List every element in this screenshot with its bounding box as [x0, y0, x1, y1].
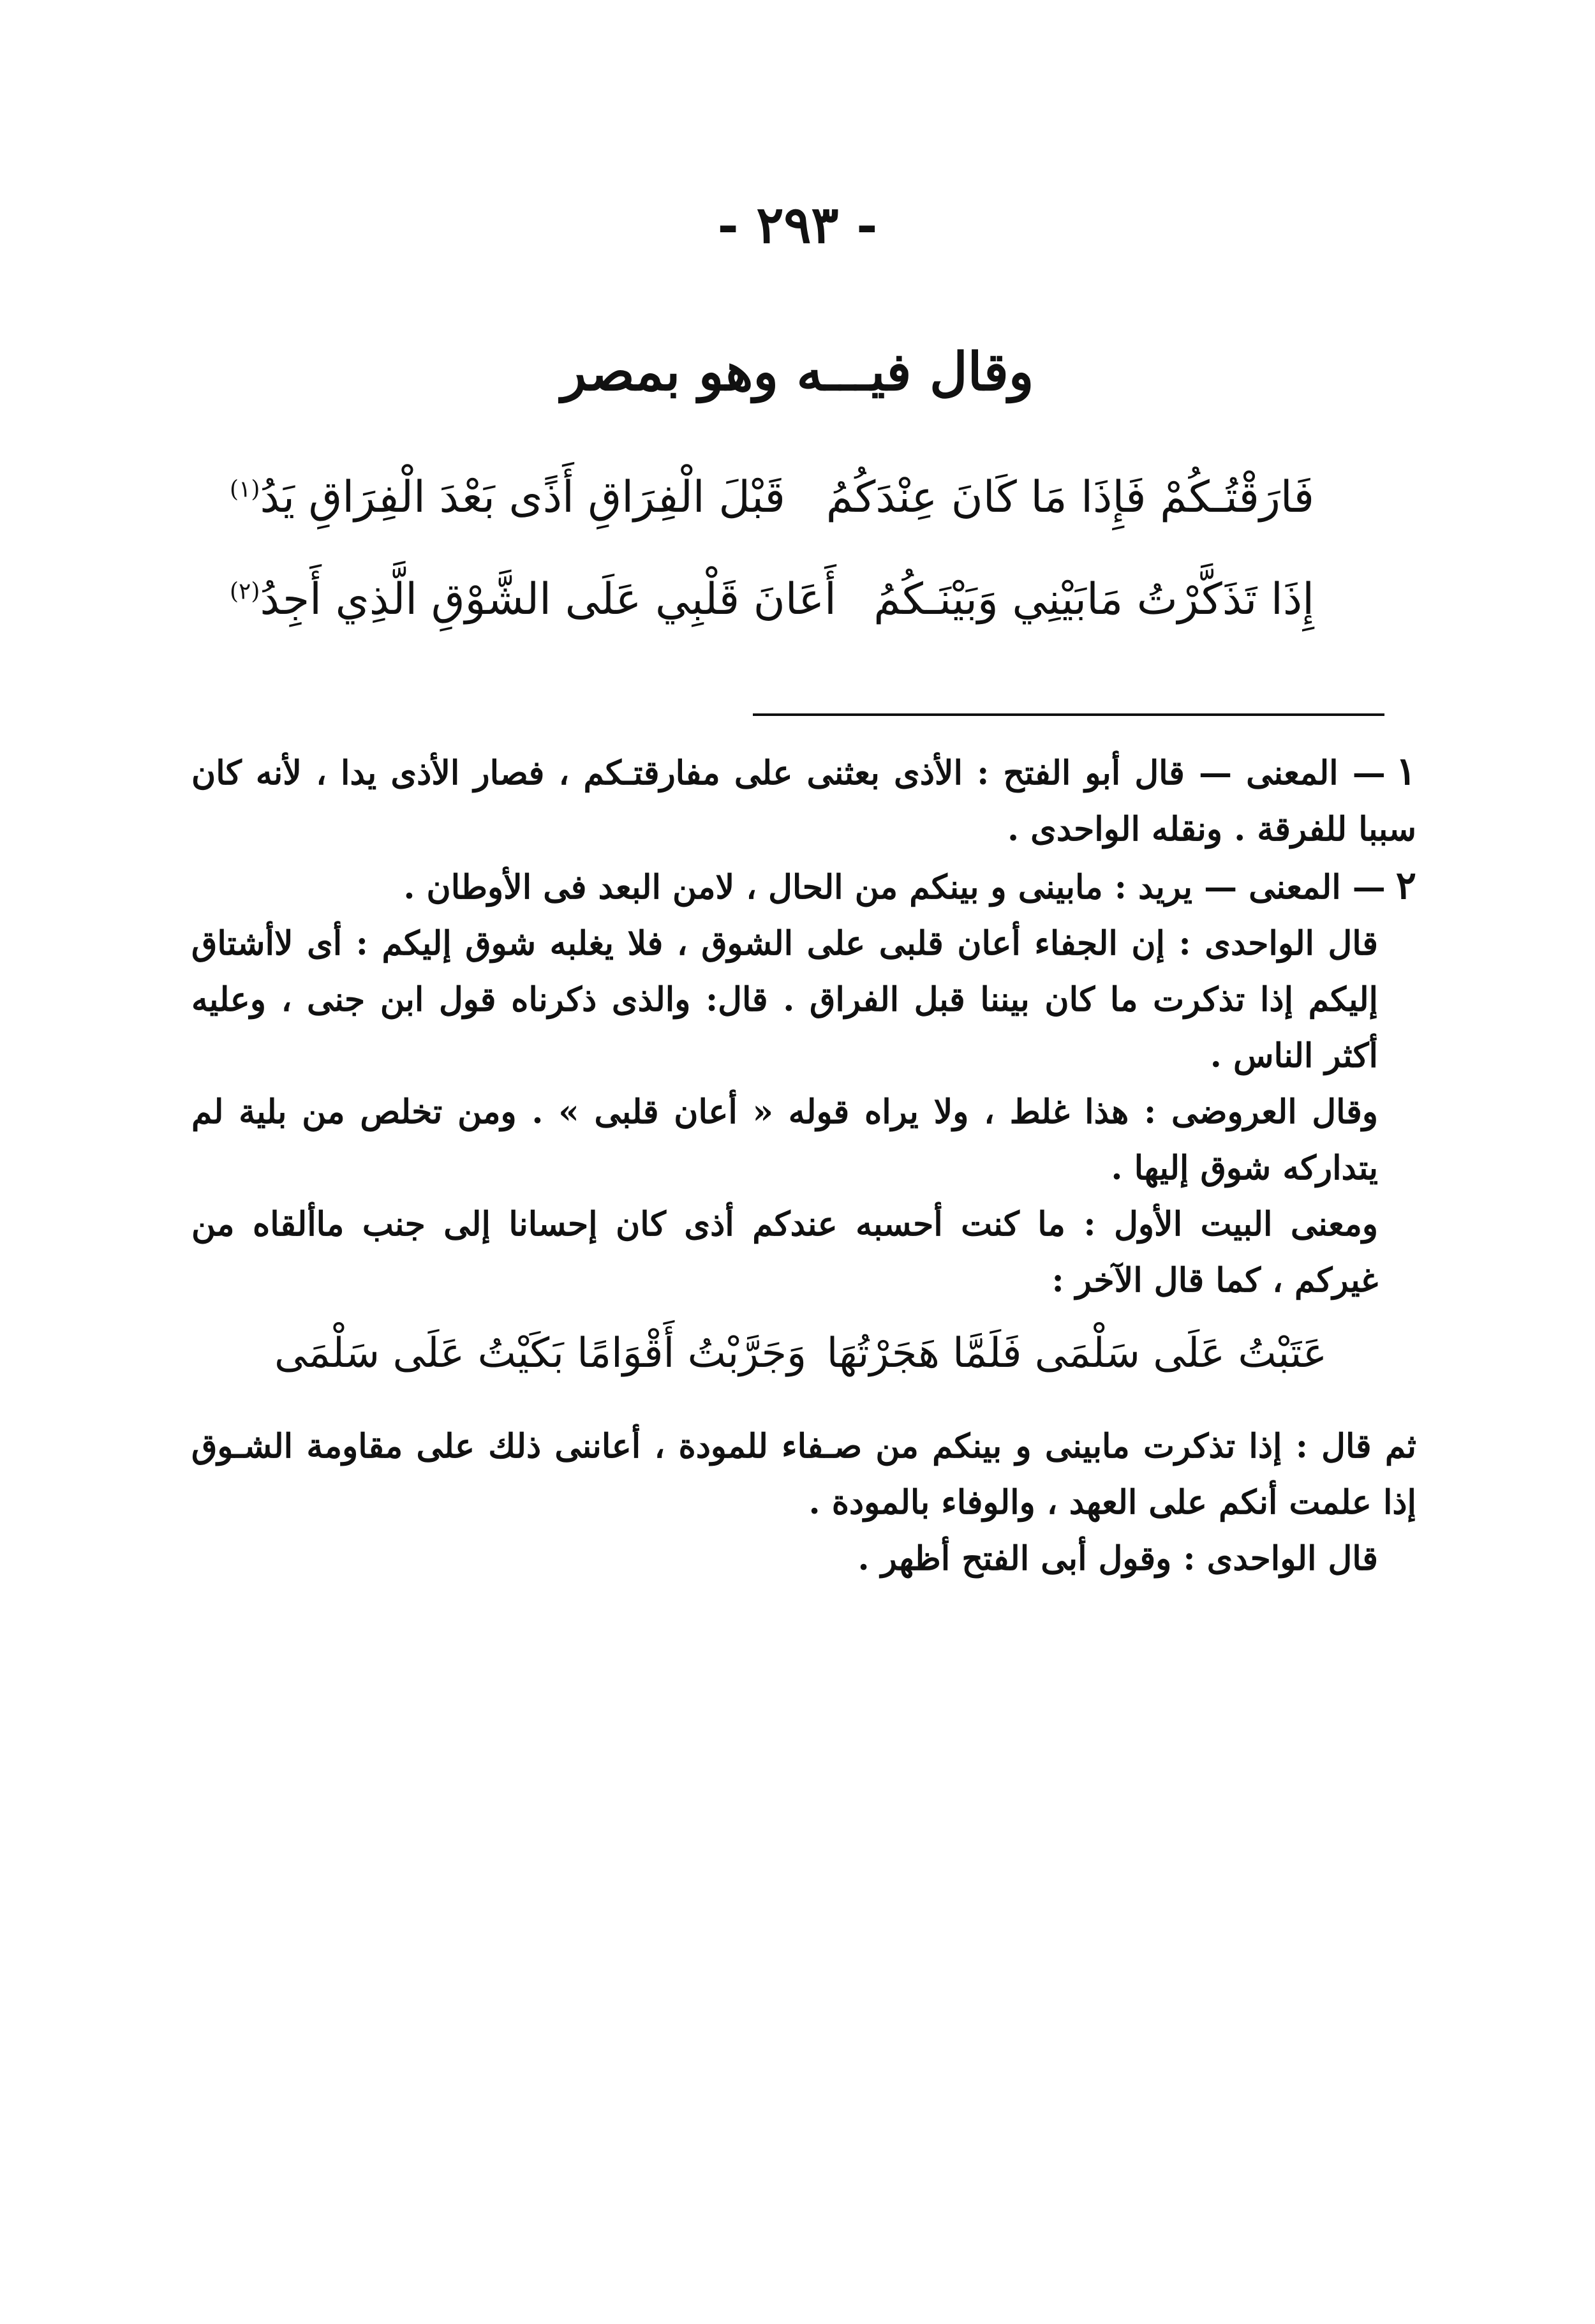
verse-2-second-text: أَعَانَ قَلْبِي عَلَى الشَّوْقِ الَّذِي أَجِدُ — [260, 574, 836, 625]
commentary-paragraph-2: وقال العروضى : هذا غلط ، ولا يراه قوله « أعان قلبى » . ومن تخلص من بلية لم يتداركه شوق إليها . — [191, 1092, 1378, 1188]
quoted-verse-first-hemistich: عَتَبْتُ عَلَى سَلْمَى فَلَمَّا هَجَرْتُهَا — [826, 1330, 1327, 1377]
quoted-verse — [191, 1325, 1416, 1415]
footnote-2 — [191, 858, 1416, 916]
verse-1 — [230, 472, 1314, 555]
commentary-paragraph-3: ومعنى البيت الأول : ما كنت أحسبه عندكم أذى كان إحسانا إلى جنب ماألقاه من غيركم ، كما قال الآخر : — [191, 1205, 1378, 1300]
footnote-1-number: ١ — [1395, 749, 1416, 794]
commentary-paragraph-1: قال الواحدى : إن الجفاء أعان قلبى على الشوق ، فلا يغلبه شوق إليكم : أى لاأشتاق إليكم إذا تذكرت ما كان بيننا قبل الفراق . قال: والذى ذكرناه قول ابن جنى ، وعليه أكثر الناس . — [191, 924, 1378, 1075]
verse-1-second-text: قَبْلَ الْفِرَاقِ أَذًى بَعْدَ الْفِرَاقِ يَدُ — [260, 472, 785, 523]
verse-2 — [230, 574, 1314, 657]
poem-heading: وقال فيـــه وهو بمصر — [561, 341, 1034, 403]
verse-1-second-hemistich — [230, 472, 785, 523]
commentary-paragraph-4: ثم قال : إذا تذكرت مابينى و بينكم من صـفاء للمودة ، أعاننى ذلك على مقاومة الشـوق إذا علمت أنكم على العهد ، والوفاء بالمودة . — [191, 1427, 1416, 1522]
verse-2-first-hemistich: إِذَا تَذَكَّرْتُ مَابَيْنِي وَبَيْنَـكُمُ — [873, 574, 1314, 625]
commentary-paragraph-5: قال الواحدى : وقول أبى الفتح أظهر . — [857, 1539, 1378, 1578]
footnotes — [191, 743, 1416, 1587]
footnote-2-number: ٢ — [1395, 863, 1416, 908]
page-number: - ٢٩٣ - — [717, 195, 878, 255]
verse-1-first-hemistich: فَارَقْتُـكُمْ فَإِذَا مَا كَانَ عِنْدَكُمُ — [826, 472, 1314, 523]
quoted-verse-second-hemistich: وَجَرَّبْتُ أَقْوَامًا بَكَيْتُ عَلَى سَلْمَى — [274, 1330, 806, 1377]
footnote-2-text: — المعنى — يريد : مابينى و بينكم من الحال ، لامن البعد فى الأوطان . — [403, 868, 1386, 907]
footnote-mark-1: (١) — [230, 476, 260, 503]
footnote-1 — [191, 743, 1416, 858]
footnote-1-text: — المعنى — قال أبو الفتح : الأذى بعثنى على مفارقتـكم ، فصار الأذى يدا ، لأنه كان سببا للفرقة . ونقله الواحدى . — [191, 754, 1416, 849]
footnote-mark-2: (٢) — [230, 578, 260, 605]
footnote-divider — [753, 713, 1384, 716]
verse-2-second-hemistich — [230, 574, 836, 625]
